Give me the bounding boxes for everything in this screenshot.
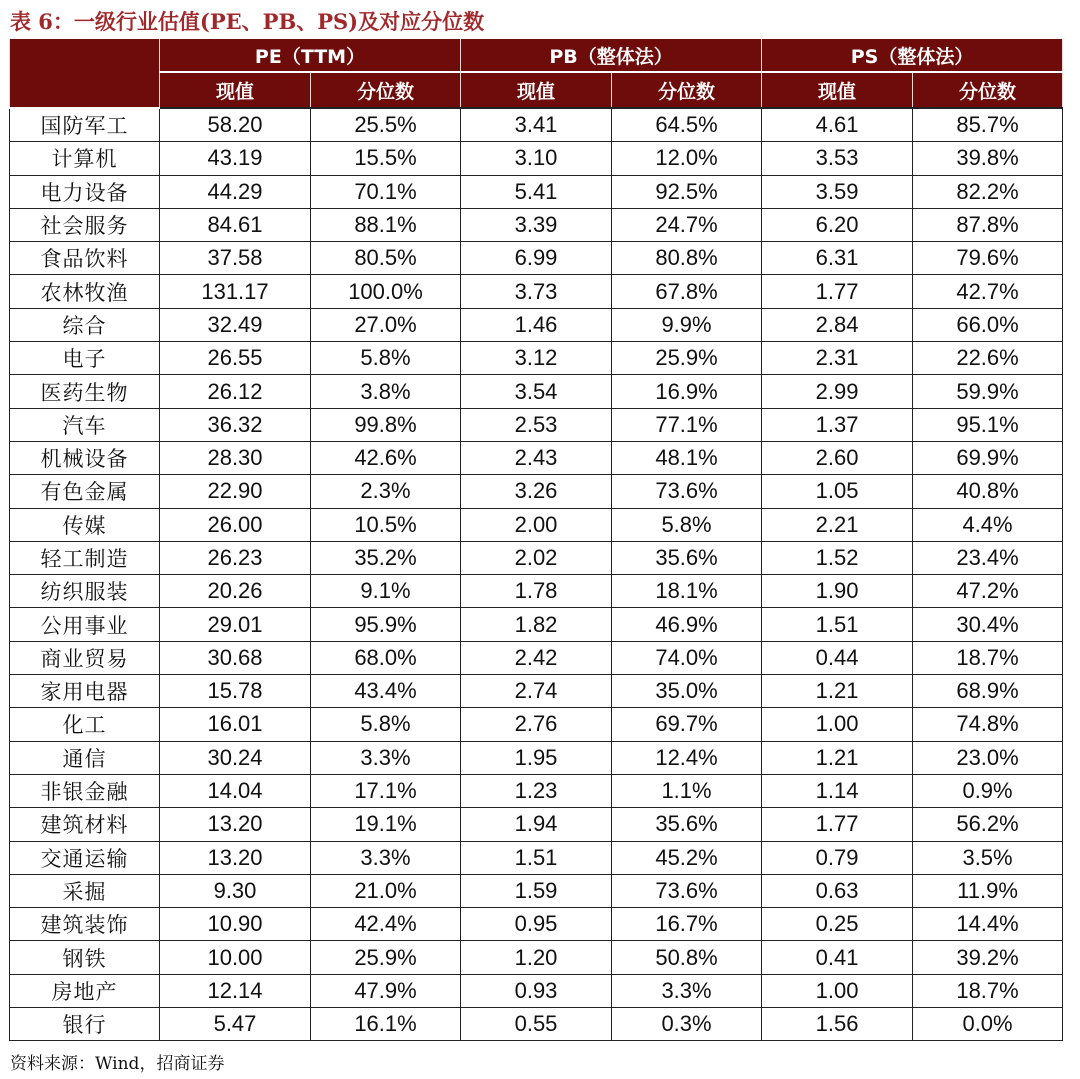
pb-value-cell: 2.02 — [461, 541, 612, 574]
industry-name-cell: 建筑装饰 — [10, 908, 160, 941]
pe-percentile-cell: 5.8% — [311, 342, 461, 375]
ps-value-cell: 2.31 — [762, 342, 913, 375]
pe-value-cell: 131.17 — [160, 275, 311, 308]
pb-percentile-cell: 25.9% — [612, 342, 762, 375]
ps-value-cell: 2.84 — [762, 308, 913, 341]
pe-value-cell: 30.68 — [160, 641, 311, 674]
ps-value-cell: 4.61 — [762, 108, 913, 142]
pe-percentile-cell: 5.8% — [311, 708, 461, 741]
pe-percentile-cell: 16.1% — [311, 1008, 461, 1041]
table-row — [10, 974, 1063, 1007]
table-row — [10, 808, 1063, 841]
pe-percentile-cell: 3.3% — [311, 841, 461, 874]
ps-value-cell: 2.21 — [762, 508, 913, 541]
pb-value-cell: 2.53 — [461, 408, 612, 441]
industry-name-cell: 轻工制造 — [10, 541, 160, 574]
ps-percentile-cell: 39.2% — [913, 941, 1063, 974]
ps-value-cell: 1.51 — [762, 608, 913, 641]
table-title: 表 6：一级行业估值(PE、PB、PS)及对应分位数 — [10, 9, 485, 34]
ps-percentile-cell: 85.7% — [913, 108, 1063, 142]
pb-value-cell: 1.95 — [461, 741, 612, 774]
pe-value-cell: 15.78 — [160, 675, 311, 708]
pb-value-cell: 5.41 — [461, 175, 612, 208]
pb-percentile-cell: 35.6% — [612, 541, 762, 574]
industry-name-cell: 综合 — [10, 308, 160, 341]
pb-percentile-cell: 69.7% — [612, 708, 762, 741]
pb-value-cell: 1.46 — [461, 308, 612, 341]
industry-name-cell: 银行 — [10, 1008, 160, 1041]
pb-percentile-cell: 9.9% — [612, 308, 762, 341]
pe-value-cell: 28.30 — [160, 441, 311, 474]
ps-value-cell: 6.31 — [762, 242, 913, 275]
table-row — [10, 175, 1063, 208]
ps-percentile-cell: 87.8% — [913, 208, 1063, 241]
table-row — [10, 675, 1063, 708]
ps-value-cell: 0.63 — [762, 874, 913, 907]
pb-percentile-cell: 50.8% — [612, 941, 762, 974]
ps-percentile-cell: 23.0% — [913, 741, 1063, 774]
pe-value-cell: 84.61 — [160, 208, 311, 241]
ps-value-cell: 1.90 — [762, 575, 913, 608]
ps-percentile-cell: 4.4% — [913, 508, 1063, 541]
ps-percentile-cell: 59.9% — [913, 375, 1063, 408]
pe-value-cell: 29.01 — [160, 608, 311, 641]
pe-value-cell: 43.19 — [160, 142, 311, 175]
industry-name-cell: 汽车 — [10, 408, 160, 441]
ps-value-cell: 0.41 — [762, 941, 913, 974]
ps-value-cell: 0.25 — [762, 908, 913, 941]
table-row — [10, 774, 1063, 807]
pe-percentile-cell: 3.8% — [311, 375, 461, 408]
ps-percentile-cell: 66.0% — [913, 308, 1063, 341]
pe-percentile-cell: 25.9% — [311, 941, 461, 974]
pb-value-cell: 3.12 — [461, 342, 612, 375]
header-pb-value: 现值 — [461, 72, 612, 108]
header-group-pb: PB（整体法） — [461, 39, 762, 72]
table-row — [10, 708, 1063, 741]
valuation-table — [9, 39, 1063, 1041]
ps-value-cell: 1.77 — [762, 275, 913, 308]
pe-percentile-cell: 3.3% — [311, 741, 461, 774]
pb-percentile-cell: 1.1% — [612, 774, 762, 807]
industry-name-cell: 建筑材料 — [10, 808, 160, 841]
table-row — [10, 408, 1063, 441]
ps-value-cell: 1.77 — [762, 808, 913, 841]
pe-percentile-cell: 15.5% — [311, 142, 461, 175]
pe-percentile-cell: 42.6% — [311, 441, 461, 474]
pb-value-cell: 3.41 — [461, 108, 612, 142]
table-row — [10, 508, 1063, 541]
industry-name-cell: 社会服务 — [10, 208, 160, 241]
header-pb-percentile: 分位数 — [612, 72, 762, 108]
ps-percentile-cell: 69.9% — [913, 441, 1063, 474]
ps-value-cell: 3.53 — [762, 142, 913, 175]
pe-percentile-cell: 10.5% — [311, 508, 461, 541]
pe-percentile-cell: 100.0% — [311, 275, 461, 308]
pe-value-cell: 9.30 — [160, 874, 311, 907]
table-row — [10, 1008, 1063, 1041]
industry-name-cell: 钢铁 — [10, 941, 160, 974]
pe-value-cell: 32.49 — [160, 308, 311, 341]
industry-name-cell: 电力设备 — [10, 175, 160, 208]
pe-value-cell: 13.20 — [160, 841, 311, 874]
pb-percentile-cell: 35.6% — [612, 808, 762, 841]
pb-value-cell: 1.59 — [461, 874, 612, 907]
industry-name-cell: 机械设备 — [10, 441, 160, 474]
ps-value-cell: 1.21 — [762, 741, 913, 774]
pe-value-cell: 13.20 — [160, 808, 311, 841]
pb-value-cell: 1.82 — [461, 608, 612, 641]
table-body — [10, 108, 1063, 1041]
industry-name-cell: 房地产 — [10, 974, 160, 1007]
table-row — [10, 441, 1063, 474]
ps-percentile-cell: 22.6% — [913, 342, 1063, 375]
header-group-pe: PE（TTM） — [160, 39, 461, 72]
ps-value-cell: 1.37 — [762, 408, 913, 441]
industry-name-cell: 食品饮料 — [10, 242, 160, 275]
pe-value-cell: 30.24 — [160, 741, 311, 774]
pb-value-cell: 1.20 — [461, 941, 612, 974]
pb-percentile-cell: 92.5% — [612, 175, 762, 208]
ps-value-cell: 3.59 — [762, 175, 913, 208]
pb-value-cell: 0.95 — [461, 908, 612, 941]
pb-percentile-cell: 16.7% — [612, 908, 762, 941]
pb-value-cell: 2.43 — [461, 441, 612, 474]
pb-value-cell: 3.10 — [461, 142, 612, 175]
pe-percentile-cell: 35.2% — [311, 541, 461, 574]
industry-name-cell: 国防军工 — [10, 108, 160, 142]
pe-value-cell: 36.32 — [160, 408, 311, 441]
ps-value-cell: 1.00 — [762, 708, 913, 741]
ps-percentile-cell: 30.4% — [913, 608, 1063, 641]
industry-name-cell: 计算机 — [10, 142, 160, 175]
pb-value-cell: 0.93 — [461, 974, 612, 1007]
pb-value-cell: 3.54 — [461, 375, 612, 408]
pb-value-cell: 1.51 — [461, 841, 612, 874]
header-corner — [10, 39, 160, 108]
table-row — [10, 874, 1063, 907]
pe-percentile-cell: 95.9% — [311, 608, 461, 641]
pb-value-cell: 2.74 — [461, 675, 612, 708]
table-row — [10, 275, 1063, 308]
pe-value-cell: 22.90 — [160, 475, 311, 508]
pb-percentile-cell: 48.1% — [612, 441, 762, 474]
pe-value-cell: 26.00 — [160, 508, 311, 541]
ps-value-cell: 2.99 — [762, 375, 913, 408]
header-ps-percentile: 分位数 — [913, 72, 1063, 108]
pb-percentile-cell: 73.6% — [612, 475, 762, 508]
header-pe-percentile: 分位数 — [311, 72, 461, 108]
industry-name-cell: 通信 — [10, 741, 160, 774]
pe-value-cell: 5.47 — [160, 1008, 311, 1041]
ps-percentile-cell: 82.2% — [913, 175, 1063, 208]
pb-percentile-cell: 24.7% — [612, 208, 762, 241]
pe-percentile-cell: 42.4% — [311, 908, 461, 941]
pe-percentile-cell: 99.8% — [311, 408, 461, 441]
ps-percentile-cell: 68.9% — [913, 675, 1063, 708]
pb-percentile-cell: 80.8% — [612, 242, 762, 275]
ps-percentile-cell: 18.7% — [913, 974, 1063, 1007]
pb-percentile-cell: 77.1% — [612, 408, 762, 441]
source-note: 资料来源：Wind，招商证券 — [10, 1054, 225, 1074]
table-row — [10, 941, 1063, 974]
ps-percentile-cell: 42.7% — [913, 275, 1063, 308]
pe-value-cell: 14.04 — [160, 774, 311, 807]
table-row — [10, 575, 1063, 608]
industry-name-cell: 有色金属 — [10, 475, 160, 508]
pe-percentile-cell: 25.5% — [311, 108, 461, 142]
ps-value-cell: 1.52 — [762, 541, 913, 574]
ps-value-cell: 2.60 — [762, 441, 913, 474]
pe-percentile-cell: 19.1% — [311, 808, 461, 841]
pb-value-cell: 3.26 — [461, 475, 612, 508]
pe-percentile-cell: 21.0% — [311, 874, 461, 907]
pb-value-cell: 1.23 — [461, 774, 612, 807]
industry-name-cell: 纺织服装 — [10, 575, 160, 608]
pb-percentile-cell: 5.8% — [612, 508, 762, 541]
pe-value-cell: 44.29 — [160, 175, 311, 208]
table-row — [10, 741, 1063, 774]
pb-percentile-cell: 67.8% — [612, 275, 762, 308]
header-row-groups — [10, 39, 1063, 72]
pb-value-cell: 1.78 — [461, 575, 612, 608]
pb-percentile-cell: 73.6% — [612, 874, 762, 907]
table-row — [10, 242, 1063, 275]
pb-value-cell: 2.42 — [461, 641, 612, 674]
pe-percentile-cell: 70.1% — [311, 175, 461, 208]
pb-value-cell: 3.39 — [461, 208, 612, 241]
pe-percentile-cell: 68.0% — [311, 641, 461, 674]
ps-percentile-cell: 79.6% — [913, 242, 1063, 275]
ps-percentile-cell: 95.1% — [913, 408, 1063, 441]
pe-value-cell: 12.14 — [160, 974, 311, 1007]
ps-percentile-cell: 0.0% — [913, 1008, 1063, 1041]
pb-percentile-cell: 18.1% — [612, 575, 762, 608]
ps-percentile-cell: 18.7% — [913, 641, 1063, 674]
ps-percentile-cell: 39.8% — [913, 142, 1063, 175]
table-row — [10, 908, 1063, 941]
ps-value-cell: 1.21 — [762, 675, 913, 708]
header-row-sub — [10, 72, 1063, 108]
table-row — [10, 108, 1063, 142]
ps-value-cell: 1.14 — [762, 774, 913, 807]
pe-value-cell: 26.12 — [160, 375, 311, 408]
industry-name-cell: 传媒 — [10, 508, 160, 541]
ps-value-cell: 0.44 — [762, 641, 913, 674]
pb-percentile-cell: 46.9% — [612, 608, 762, 641]
pb-value-cell: 3.73 — [461, 275, 612, 308]
pb-percentile-cell: 35.0% — [612, 675, 762, 708]
pb-percentile-cell: 64.5% — [612, 108, 762, 142]
pe-percentile-cell: 47.9% — [311, 974, 461, 1007]
pe-value-cell: 20.26 — [160, 575, 311, 608]
ps-percentile-cell: 40.8% — [913, 475, 1063, 508]
table-row — [10, 608, 1063, 641]
pe-percentile-cell: 80.5% — [311, 242, 461, 275]
pb-percentile-cell: 12.0% — [612, 142, 762, 175]
pb-percentile-cell: 0.3% — [612, 1008, 762, 1041]
pb-value-cell: 2.00 — [461, 508, 612, 541]
pe-value-cell: 26.23 — [160, 541, 311, 574]
ps-percentile-cell: 11.9% — [913, 874, 1063, 907]
table-row — [10, 641, 1063, 674]
pe-value-cell: 58.20 — [160, 108, 311, 142]
header-ps-value: 现值 — [762, 72, 913, 108]
pb-value-cell: 0.55 — [461, 1008, 612, 1041]
industry-name-cell: 公用事业 — [10, 608, 160, 641]
ps-percentile-cell: 56.2% — [913, 808, 1063, 841]
ps-percentile-cell: 74.8% — [913, 708, 1063, 741]
industry-name-cell: 家用电器 — [10, 675, 160, 708]
industry-name-cell: 采掘 — [10, 874, 160, 907]
pe-value-cell: 10.00 — [160, 941, 311, 974]
header-pe-value: 现值 — [160, 72, 311, 108]
ps-percentile-cell: 0.9% — [913, 774, 1063, 807]
pe-percentile-cell: 88.1% — [311, 208, 461, 241]
pb-percentile-cell: 45.2% — [612, 841, 762, 874]
industry-name-cell: 非银金融 — [10, 774, 160, 807]
industry-name-cell: 化工 — [10, 708, 160, 741]
pe-percentile-cell: 43.4% — [311, 675, 461, 708]
ps-percentile-cell: 47.2% — [913, 575, 1063, 608]
ps-percentile-cell: 23.4% — [913, 541, 1063, 574]
industry-name-cell: 商业贸易 — [10, 641, 160, 674]
ps-value-cell: 0.79 — [762, 841, 913, 874]
table-row — [10, 475, 1063, 508]
ps-value-cell: 6.20 — [762, 208, 913, 241]
pe-percentile-cell: 2.3% — [311, 475, 461, 508]
pe-value-cell: 26.55 — [160, 342, 311, 375]
ps-value-cell: 1.00 — [762, 974, 913, 1007]
table-row — [10, 541, 1063, 574]
ps-value-cell: 1.56 — [762, 1008, 913, 1041]
pe-value-cell: 37.58 — [160, 242, 311, 275]
table-row — [10, 142, 1063, 175]
header-group-ps: PS（整体法） — [762, 39, 1063, 72]
pb-percentile-cell: 16.9% — [612, 375, 762, 408]
industry-name-cell: 电子 — [10, 342, 160, 375]
pe-percentile-cell: 9.1% — [311, 575, 461, 608]
ps-value-cell: 1.05 — [762, 475, 913, 508]
pe-percentile-cell: 27.0% — [311, 308, 461, 341]
pb-value-cell: 1.94 — [461, 808, 612, 841]
industry-name-cell: 农林牧渔 — [10, 275, 160, 308]
pb-value-cell: 2.76 — [461, 708, 612, 741]
table-row — [10, 841, 1063, 874]
industry-name-cell: 交通运输 — [10, 841, 160, 874]
ps-percentile-cell: 14.4% — [913, 908, 1063, 941]
pb-percentile-cell: 12.4% — [612, 741, 762, 774]
table-row — [10, 342, 1063, 375]
pe-value-cell: 10.90 — [160, 908, 311, 941]
table-row — [10, 308, 1063, 341]
pb-percentile-cell: 74.0% — [612, 641, 762, 674]
pe-percentile-cell: 17.1% — [311, 774, 461, 807]
pb-value-cell: 6.99 — [461, 242, 612, 275]
ps-percentile-cell: 3.5% — [913, 841, 1063, 874]
pb-percentile-cell: 3.3% — [612, 974, 762, 1007]
table-row — [10, 375, 1063, 408]
table-row — [10, 208, 1063, 241]
pe-value-cell: 16.01 — [160, 708, 311, 741]
industry-name-cell: 医药生物 — [10, 375, 160, 408]
